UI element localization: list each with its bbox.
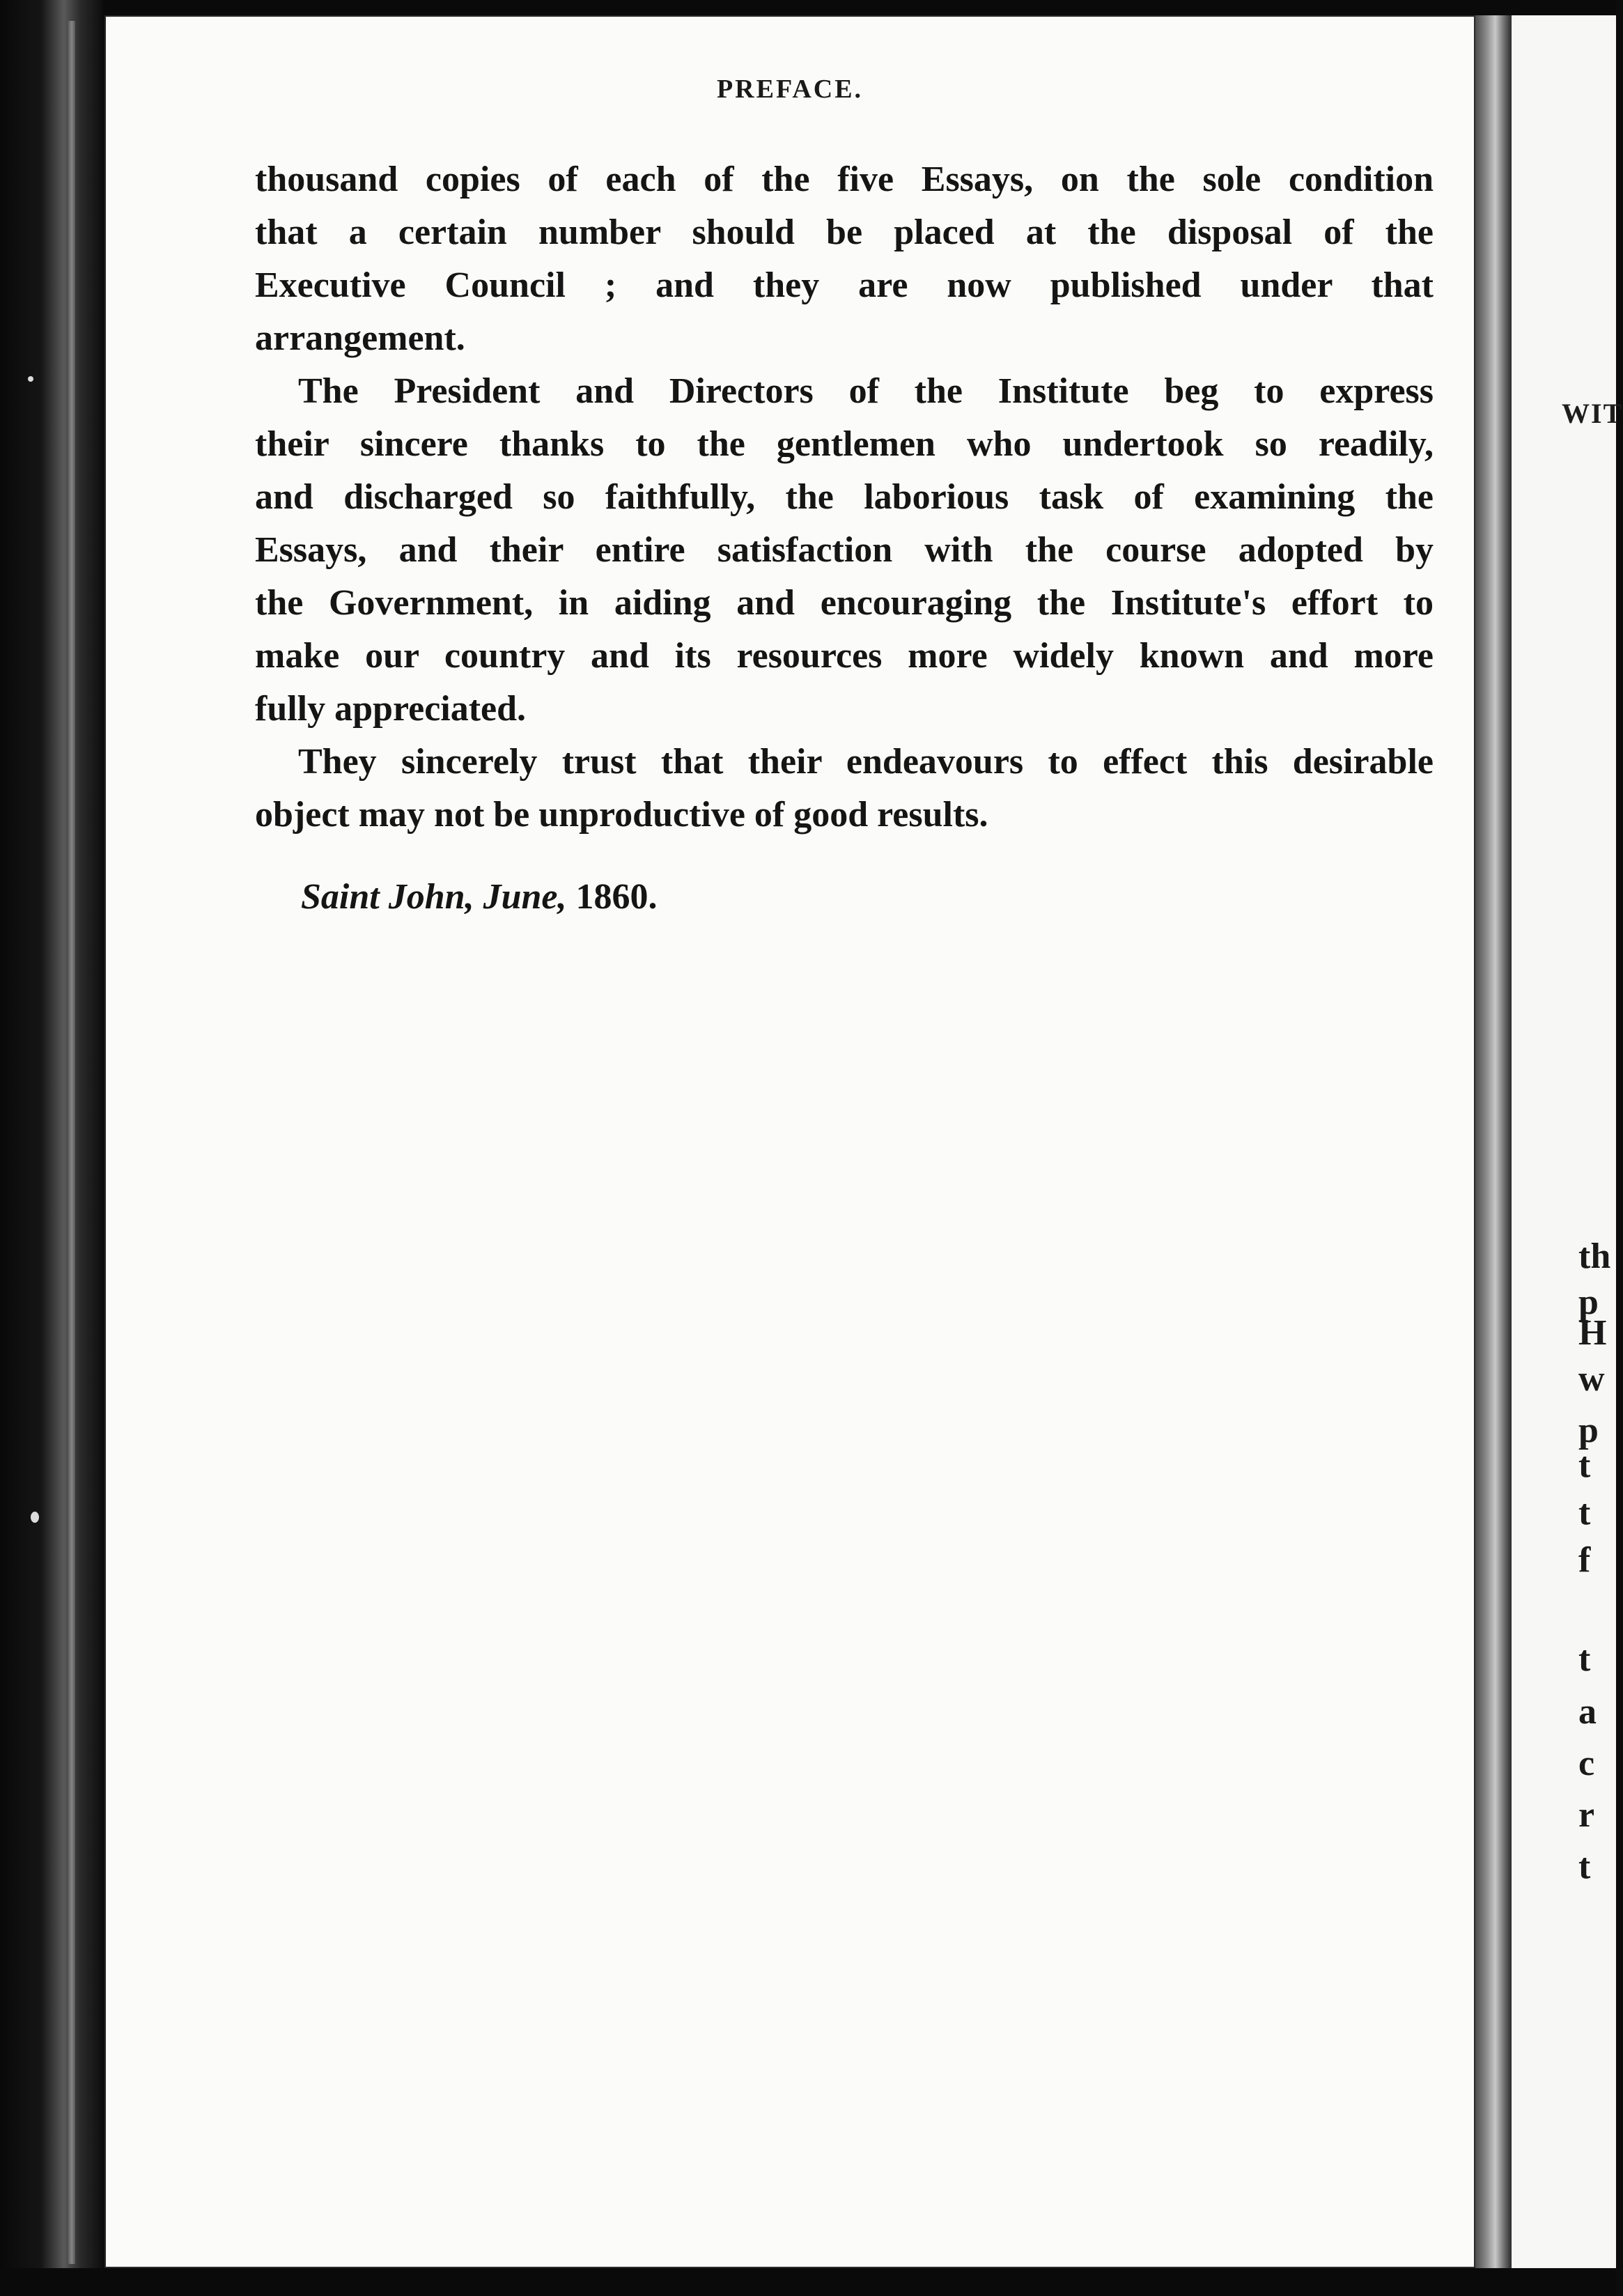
text-line: Essays, and their entire satisfaction with the course adopted by <box>255 530 1434 570</box>
book-gutter <box>1475 15 1512 2268</box>
running-head: PREFACE. <box>716 75 864 104</box>
text-line: that a certain number should be placed at the disposal of the <box>255 212 1434 252</box>
text-line: fully appreciated. <box>255 689 527 729</box>
adjacent-page-heading: WIT <box>1562 398 1623 429</box>
adjacent-line-fragment: th <box>1578 1236 1611 1276</box>
adjacent-line-fragment: w <box>1578 1359 1605 1399</box>
adjacent-line-fragment: r <box>1578 1795 1595 1835</box>
scan-top-border <box>0 0 1616 15</box>
text-line: arrangement. <box>255 318 465 358</box>
text-line: object may not be unproductive of good results. <box>255 795 988 835</box>
dateline-place: Saint John, <box>301 877 474 917</box>
text-line: and discharged so faithfully, the laborious task of examining the <box>255 477 1434 517</box>
adjacent-line-fragment: f <box>1578 1540 1591 1580</box>
preface-body <box>255 153 1434 841</box>
text-line: the Government, in aiding and encouraging the Institute's effort to <box>255 583 1434 623</box>
adjacent-line-fragment: p <box>1578 1411 1599 1450</box>
dateline-month: June, <box>483 877 567 917</box>
scan-speck <box>31 1512 39 1523</box>
scan-bottom-border <box>0 2268 1616 2296</box>
text-line: They sincerely trust that their endeavours to effect this desirable <box>298 742 1434 782</box>
dateline <box>301 876 658 917</box>
text-line: Executive Council ; and they are now published under that <box>255 265 1434 305</box>
dateline-year: 1860. <box>575 877 658 917</box>
adjacent-line-fragment: c <box>1578 1744 1595 1783</box>
adjacent-line-fragment: t <box>1578 1493 1591 1533</box>
adjacent-line-fragment: H <box>1578 1313 1607 1353</box>
page-stack-edge <box>68 21 75 2264</box>
adjacent-line-fragment: t <box>1578 1847 1591 1886</box>
scan-speck <box>28 376 33 382</box>
text-line: The President and Directors of the Institute beg to express <box>298 371 1434 411</box>
adjacent-line-fragment: a <box>1578 1692 1597 1732</box>
adjacent-line-fragment: t <box>1578 1639 1591 1679</box>
adjacent-page <box>1512 15 1623 2268</box>
text-line: make our country and its resources more widely known and more <box>255 636 1434 676</box>
adjacent-line-fragment: p <box>1578 1282 1599 1322</box>
book-left-edge <box>0 0 103 2296</box>
text-line: thousand copies of each of the five Essays, on the sole condition <box>255 160 1434 199</box>
adjacent-line-fragment: t <box>1578 1445 1591 1485</box>
text-line: their sincere thanks to the gentlemen who undertook so readily, <box>255 424 1434 464</box>
